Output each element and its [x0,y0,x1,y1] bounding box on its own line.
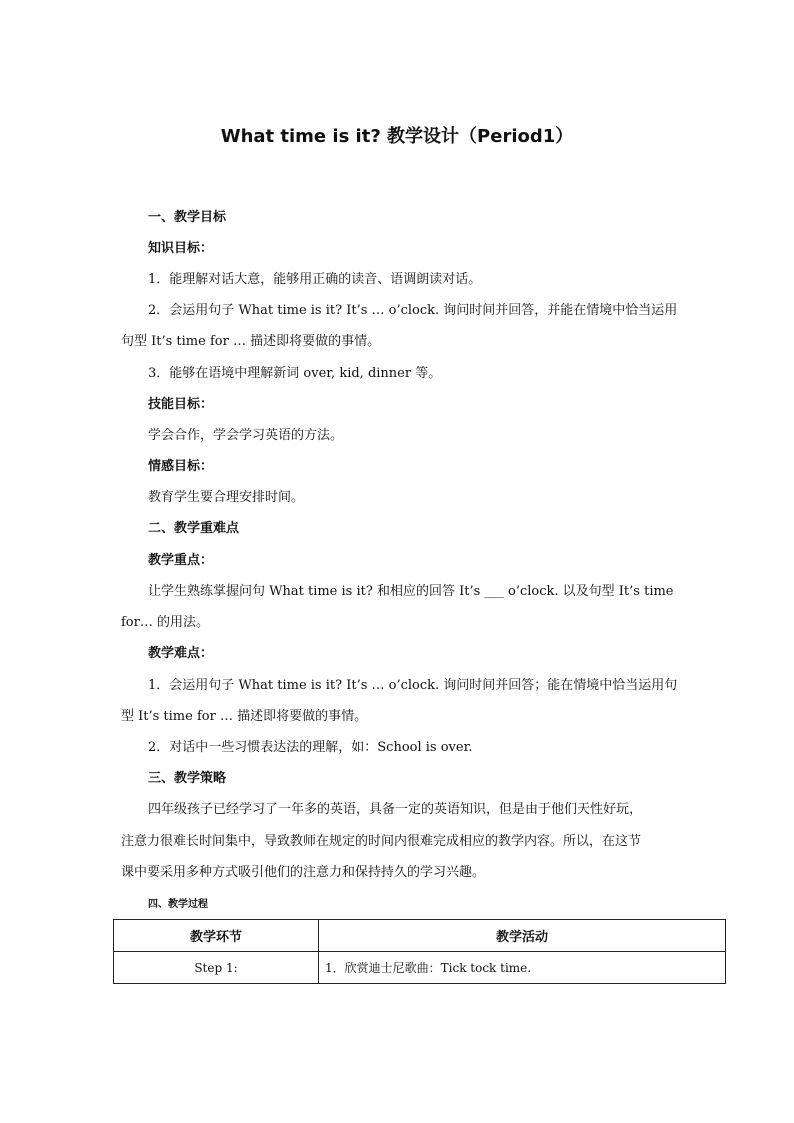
table-header-stage: 教学环节 [114,920,319,952]
subheading-emotion: 情感目标： [148,459,214,474]
strategy-paragraph-line-3: 课中要采用多种方式吸引他们的注意力和保持持久的学习兴趣。 [121,865,486,880]
knowledge-item-1: 1．能理解对话大意，能够用正确的读音、语调朗读对话。 [148,272,482,287]
knowledge-item-3: 3．能够在语境中理解新词 over, kid, dinner 等。 [148,366,442,381]
section-heading-process: 四、教学过程 [148,899,208,910]
key-point-line-2: for… 的用法。 [121,615,209,630]
key-point-line-1: 让学生熟练掌握问句 What time is it? 和相应的回答 It’s ___ o’clock. 以及句型 It’s time [148,584,674,599]
subheading-knowledge: 知识目标： [148,241,214,256]
section-heading-strategy: 三、教学策略 [148,771,227,786]
strategy-paragraph-line-1: 四年级孩子已经学习了一年多的英语，具备一定的英语知识，但是由于他们天性好玩， [148,802,643,817]
difficulty-item-2: 2．对话中一些习惯表达法的理解，如：School is over. [148,740,473,755]
subheading-skill: 技能目标： [148,397,214,412]
subheading-difficulties: 教学难点： [148,646,214,661]
difficulty-item-1-line-1: 1．会运用句子 What time is it? It’s … o’clock. 询问时间并回答；能在情境中恰当运用句 [148,678,678,693]
knowledge-item-2-line-1: 2．会运用句子 What time is it? It’s … o’clock. 询问时间并回答，并能在情境中恰当运用 [148,303,678,318]
strategy-paragraph-line-2: 注意力很难长时间集中，导致教师在规定的时间内很难完成相应的教学内容。所以，在这节 [121,834,642,849]
table-row [114,952,726,984]
emotion-item-1: 教育学生要合理安排时间。 [148,490,305,505]
table-header-row [114,920,726,952]
table-header-activity: 教学活动 [319,920,726,952]
teaching-process-table [113,919,726,984]
table-cell-activity: 1．欣赏迪士尼歌曲：Tick tock time. [319,952,726,984]
knowledge-item-2-line-2: 句型 It’s time for … 描述即将要做的事情。 [121,334,381,349]
section-heading-objectives: 一、教学目标 [148,210,227,225]
skill-item-1: 学会合作，学会学习英语的方法。 [148,428,344,443]
table-cell-stage: Step 1: [114,952,319,984]
section-heading-key-difficulties: 二、教学重难点 [148,521,240,536]
difficulty-item-1-line-2: 型 It’s time for … 描述即将要做的事情。 [121,709,368,724]
subheading-key-points: 教学重点： [148,553,214,568]
document-title: What time is it? 教学设计（Period1） [220,126,574,147]
